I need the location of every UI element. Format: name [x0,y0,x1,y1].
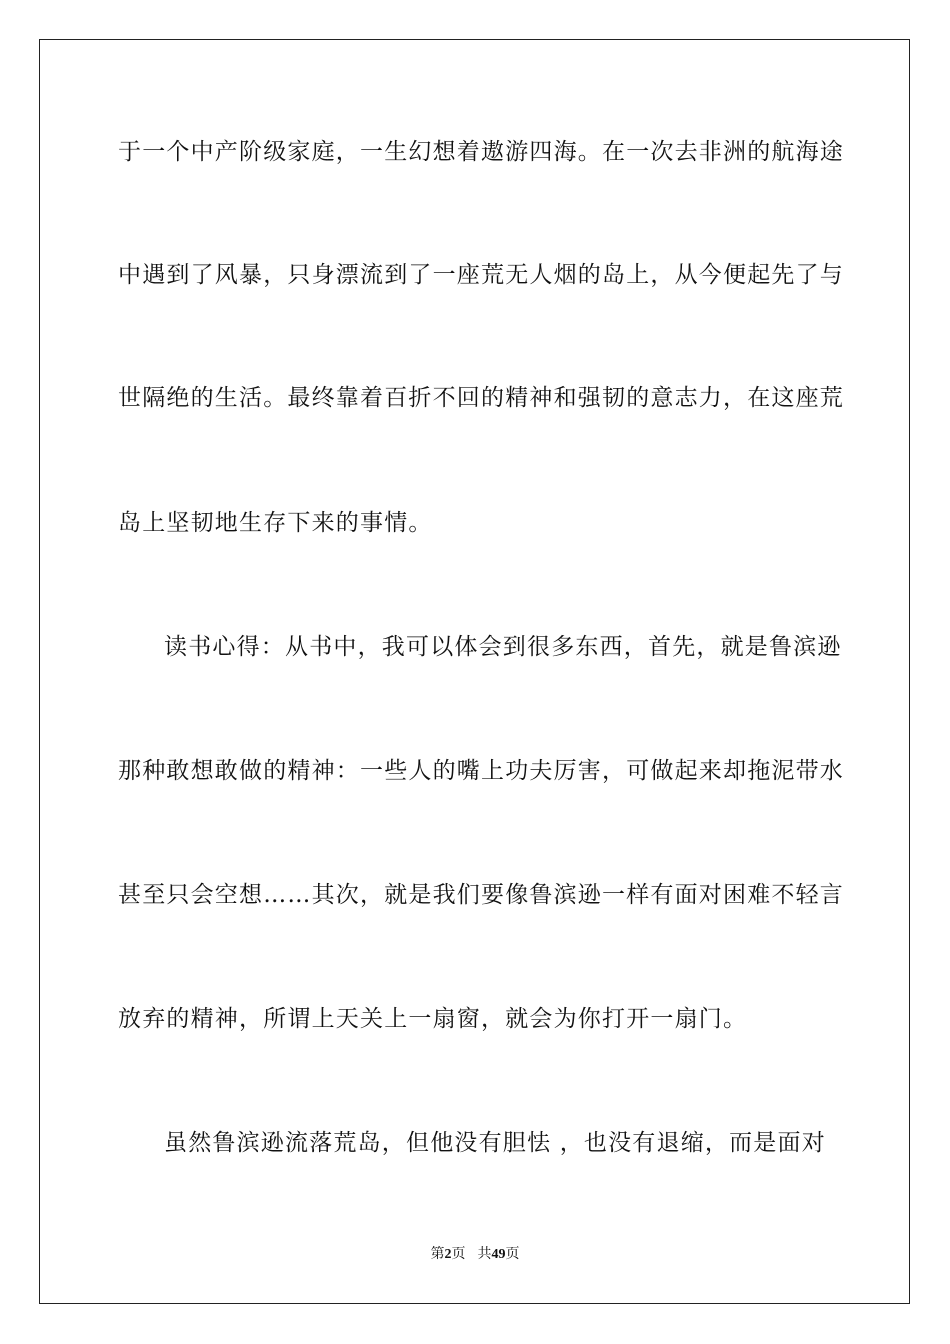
text-line: 放弃的精神，所谓上天关上一扇窗，就会为你打开一扇门。 [118,1006,748,1032]
text-line: 于一个中产阶级家庭，一生幻想着遨游四海。在一次去非洲的航海途 [118,139,844,165]
page-footer [0,1245,950,1264]
text-line: 那种敢想敢做的精神：一些人的嘴上功夫厉害，可做起来却拖泥带水 [118,758,844,784]
total-pages: 49 [491,1247,506,1262]
total-prefix: 共 [477,1246,492,1262]
text-line: 甚至只会空想……其次，就是我们要像鲁滨逊一样有面对困难不轻言 [118,882,844,908]
page-prefix: 第 [430,1246,445,1262]
text-line: 岛上坚韧地生存下来的事情。 [118,510,433,536]
total-suffix: 页 [505,1246,520,1262]
paragraph-start-line: 读书心得：从书中，我可以体会到很多东西，首先，就是鲁滨逊 [164,634,842,660]
text-line: 中遇到了风暴，只身漂流到了一座荒无人烟的岛上，从今便起先了与 [118,262,844,288]
page-border [39,39,910,1304]
page-number: 2 [444,1247,452,1262]
paragraph-start-line: 虽然鲁滨逊流落荒岛，但他没有胆怯 ，也没有退缩，而是面对 [164,1130,826,1156]
page-suffix: 页 [451,1246,466,1262]
text-line: 世隔绝的生活。最终靠着百折不回的精神和强韧的意志力，在这座荒 [118,385,844,411]
